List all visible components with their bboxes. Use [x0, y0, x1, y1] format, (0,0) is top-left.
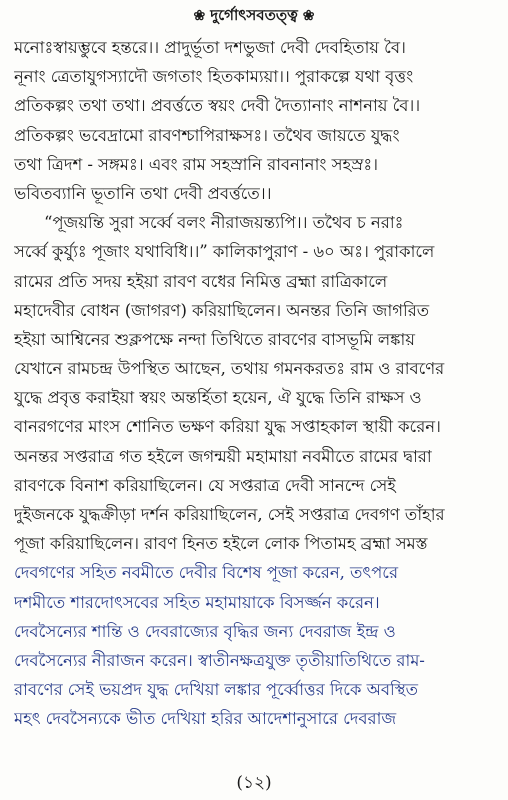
text-line: রাবণের সেই ভয়প্রদ যুদ্ধ দেখিয়া লঙ্কার পূর্ব্বোত্তর দিকে অবস্থিত: [14, 680, 418, 700]
text-line: অনন্তর সপ্তরাত্র গত হইলে জগন্ময়ী মহামায়া নবমীতে রামের দ্বারা: [14, 446, 432, 466]
text-line: যেখানে রামচন্দ্র উপস্থিত আছেন, তথায় গমনকরতঃ রাম ও রাবণের: [14, 359, 445, 379]
running-head: [0, 4, 508, 27]
text-line: দেবগণের সহিত নবমীতে দেবীর বিশেষ পূজা করেন, তৎপরে: [14, 563, 398, 583]
text-line: নূনাং ত্রেতাযুগস্যাদৌ জগতাং হিতকাম্যয়া।। পুরাকল্পে যথা বৃত্তং: [14, 67, 414, 87]
page-number: (১২): [236, 773, 272, 793]
flower-ornament-icon: ❀: [302, 8, 315, 24]
page-title: দুর্গোৎসবতত্ত্ব: [210, 6, 298, 24]
text-line: ভবিতব্যানি ভূতানি তথা দেবী প্রবর্ত্ততে।।: [14, 183, 272, 203]
text-line: বানরগণের মাংস শোনিত ভক্ষণ করিয়া যুদ্ধ সপ্তাহকাল স্থায়ী করেন।: [14, 417, 441, 437]
text-line: রামের প্রতি সদয় হইয়া রাবণ বধের নিমিত্ত ব্রহ্মা রাত্রিকালে: [14, 271, 388, 291]
text-line: দুইজনকে যুদ্ধক্রীড়া দর্শন করিয়াছিলেন, সেই সপ্তরাত্র দেবগণ তাঁহার: [14, 505, 445, 524]
text-line: প্রতিকল্পং ভবেদ্রামো রাবণশ্চাপিরাক্ষসঃ। তথৈব জায়তে যুদ্ধং: [14, 125, 400, 145]
text-line: “পূজয়ন্তি সুরা সর্ব্বে বলং নীরাজয়ন্ত্যপি।। তথৈব চ নরাঃ: [44, 213, 404, 233]
text-line: মনোঃস্বায়ম্ভুবে হন্তরে।। প্রাদুর্ভূতা দশভুজা দেবী দেবহিতায় বৈ।: [14, 38, 406, 57]
text-line: মহাদেবীর বোধন (জাগরণ) করিয়াছিলেন। অনন্তর তিনি জাগরিত: [14, 300, 430, 320]
body-text: [14, 33, 496, 734]
text-line: মহৎ দেবসৈন্যকে ভীত দেখিয়া হরির আদেশানুসারে দেবরাজ: [14, 709, 397, 729]
text-line: যুদ্ধে প্রবৃত্ত করাইয়া স্বয়ং অন্তর্হিতা হয়েন, ঐ যুদ্ধে তিনি রাক্ষস ও: [14, 388, 422, 408]
text-line: হইয়া আশ্বিনের শুক্লপক্ষে নন্দা তিথিতে রাবণের বাসভূমি লঙ্কায়: [14, 329, 415, 349]
text-line: দশমীতে শারদোৎসবের সহিত মহামায়াকে বিসর্জ্জন করেন।: [14, 592, 380, 612]
text-line: সর্ব্বে কুর্য্যুঃ পূজাং যথাবিধি।।” কালিকাপুরাণ - ৬০ অঃ। পুরাকালে: [14, 242, 435, 262]
text-line: রাবণকে বিনাশ করিয়াছিলেন। যে সপ্তরাত্র দেবী সানন্দে সেই: [14, 475, 396, 495]
text-line: প্রতিকল্পং তথা তথা। প্রবর্ত্ততে স্বয়ং দেবী দৈত্যানাং নাশনায় বৈ।।: [14, 96, 421, 116]
text-line: তথা ত্রিদশ - সঙ্গমঃ। এবং রাম সহস্রানি রাবনানাং সহস্রঃ।: [14, 154, 378, 174]
text-line: দেবসৈন্যের শান্তি ও দেবরাজ্যের বৃদ্ধির জন্য দেবরাজ ইন্দ্র ও: [14, 621, 396, 641]
text-line: পূজা করিয়াছিলেন। রাবণ হিনত হইলে লোক পিতামহ ব্রহ্মা সমস্ত: [14, 534, 428, 554]
text-line: দেবসৈন্যের নীরাজন করেন। স্বাতীনক্ষত্রযুক্ত তৃতীয়াতিথিতে রাম-: [14, 650, 425, 670]
flower-ornament-icon: ❀: [193, 8, 206, 24]
